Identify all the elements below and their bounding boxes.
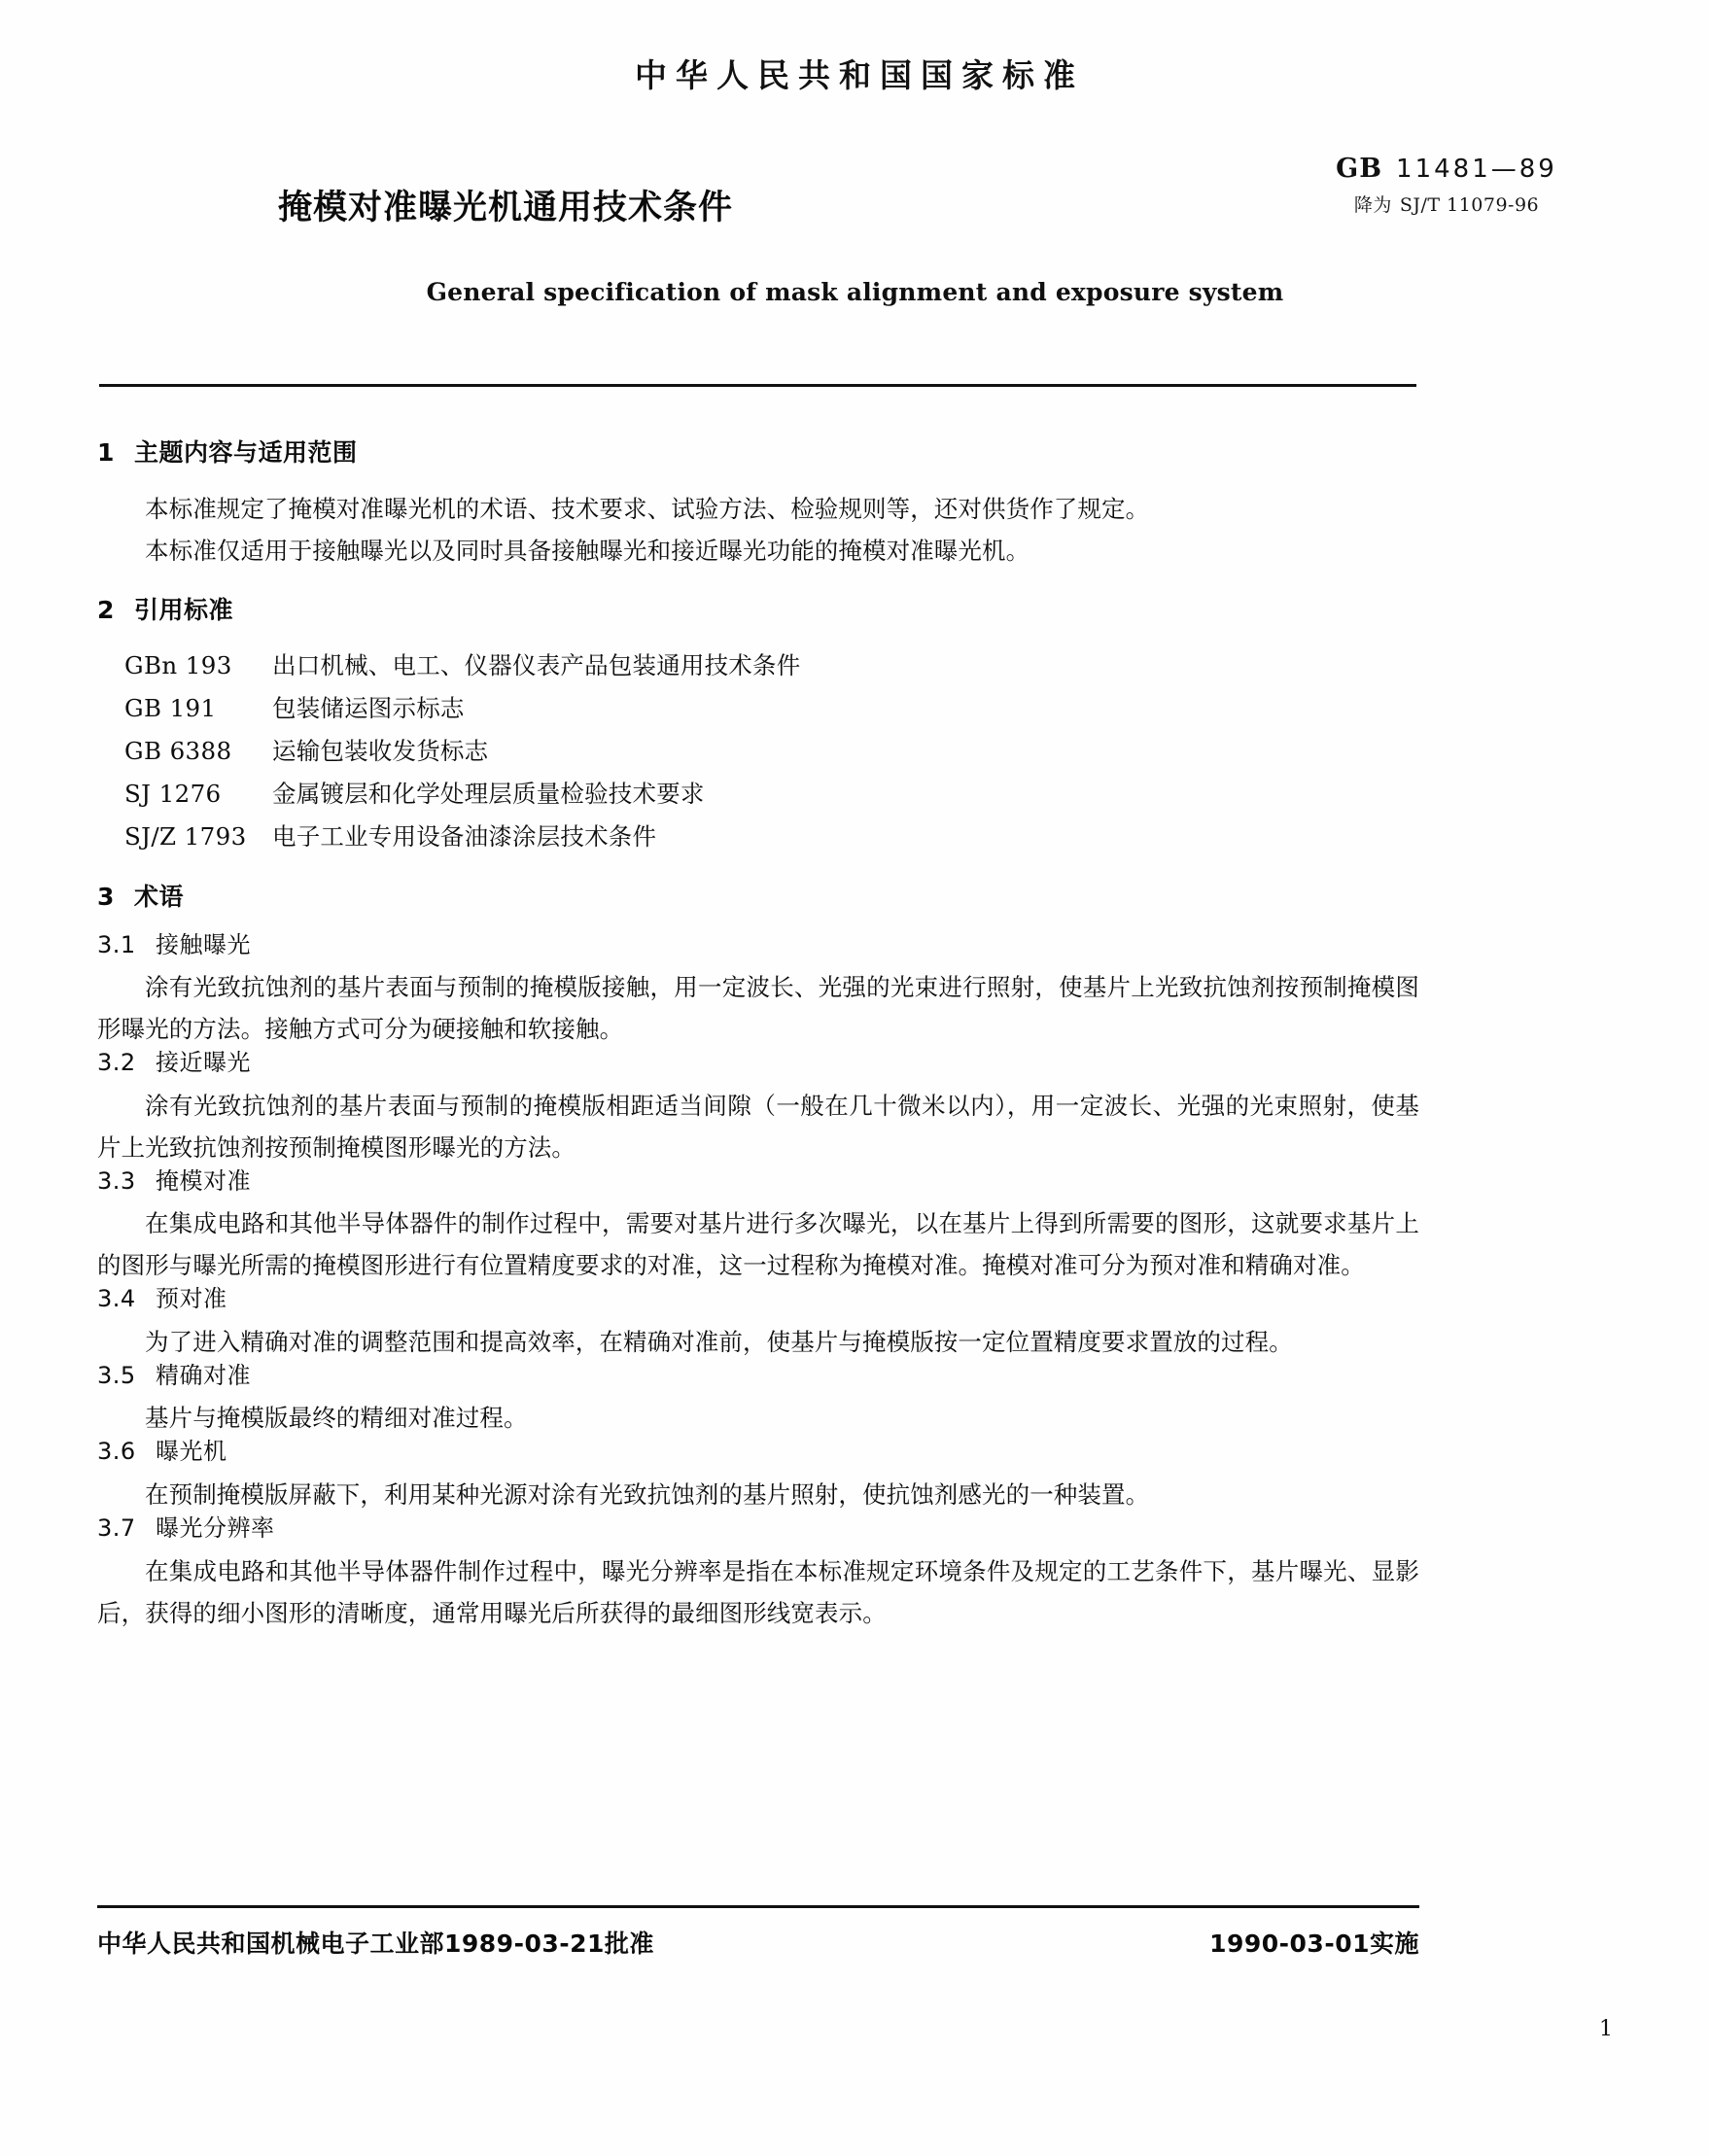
reference-code: SJ/Z 1793 bbox=[124, 822, 247, 851]
subsection-heading-3-4 bbox=[97, 1286, 1419, 1313]
subsection-body-3-3: 在集成电路和其他半导体器件的制作过程中，需要对基片进行多次曝光，以在基片上得到所需要的图形，这就要求基片上的图形与曝光所需的掩模图形进行有位置精度要求的对准，这一过程称为掩模对准。掩模对准可分为预对准和精确对准。 bbox=[97, 1209, 1419, 1280]
subsection-number-3-4: 3.4 bbox=[97, 1285, 136, 1313]
reference-code: SJ 1276 bbox=[124, 780, 222, 808]
superseded-note bbox=[1286, 191, 1607, 217]
list-item bbox=[124, 644, 1419, 687]
standard-number-prefix: GB bbox=[1336, 154, 1383, 184]
section-title-2: 引用标准 bbox=[134, 595, 234, 624]
section-1-paragraph-2: 本标准仅适用于接触曝光以及同时具备接触曝光和接近曝光功能的掩模对准曝光机。 bbox=[145, 536, 1030, 565]
reference-name: 包装储运图示标志 bbox=[272, 694, 465, 722]
spacer bbox=[97, 958, 1419, 966]
section-heading-1 bbox=[97, 439, 1419, 467]
reference-standards-list bbox=[97, 644, 1419, 858]
reference-code: GBn 193 bbox=[124, 651, 232, 679]
subsection-title-3-5: 精确对准 bbox=[156, 1361, 251, 1389]
subsection-heading-3-6 bbox=[97, 1439, 1419, 1466]
masthead bbox=[0, 51, 1710, 96]
reference-name: 运输包装收发货标志 bbox=[272, 737, 489, 765]
subsection-title-3-3: 掩模对准 bbox=[156, 1166, 251, 1195]
standard-number bbox=[1286, 154, 1607, 184]
section-title-1: 主题内容与适用范围 bbox=[134, 438, 358, 467]
subsection-number-3-7: 3.7 bbox=[97, 1514, 136, 1543]
subsection-number-3-2: 3.2 bbox=[97, 1049, 136, 1077]
spacer bbox=[97, 1466, 1419, 1474]
section-number-3: 3 bbox=[97, 883, 115, 911]
subsection-number-3-1: 3.1 bbox=[97, 930, 136, 958]
page-footer bbox=[97, 1923, 1419, 1962]
spacer bbox=[97, 858, 1419, 884]
spacer bbox=[97, 911, 1419, 932]
page-title: 掩模对准曝光机通用技术条件 bbox=[277, 189, 733, 227]
masthead-title: 中华人民共和国国家标准 bbox=[635, 56, 1084, 94]
subsection-heading-3-3 bbox=[97, 1168, 1419, 1196]
list-item bbox=[124, 816, 1419, 858]
section-heading-3 bbox=[97, 884, 1419, 911]
spacer bbox=[97, 1077, 1419, 1085]
subsection-body-3-2: 涂有光致抗蚀剂的基片表面与预制的掩模版相距适当间隙（一般在几十微米以内），用一定波长、光强的光束照射，使基片上光致抗蚀剂按预制掩模图形曝光的方法。 bbox=[97, 1091, 1419, 1162]
spacer bbox=[97, 1195, 1419, 1202]
subsection-title-3-4: 预对准 bbox=[156, 1285, 227, 1313]
subsection-body-3-7: 在集成电路和其他半导体器件制作过程中，曝光分辨率是指在本标准规定环境条件及规定的工艺条件下，基片曝光、显影后，获得的细小图形的清晰度，通常用曝光后所获得的最细图形线宽表示。 bbox=[97, 1556, 1419, 1627]
subsection-heading-3-5 bbox=[97, 1363, 1419, 1390]
subsection-body-3-4: 为了进入精确对准的调整范围和提高效率，在精确对准前，使基片与掩模版按一定位置精度要求置放的过程。 bbox=[145, 1327, 1293, 1356]
reference-name: 出口机械、电工、仪器仪表产品包装通用技术条件 bbox=[272, 651, 801, 679]
list-item bbox=[124, 687, 1419, 730]
subsection-title-3-2: 接近曝光 bbox=[156, 1049, 251, 1077]
footer-approval-text: 中华人民共和国机械电子工业部1989-03-21批准 bbox=[97, 1930, 654, 1958]
reference-code: GB 6388 bbox=[124, 737, 232, 765]
subsection-heading-3-1 bbox=[97, 932, 1419, 959]
superseded-note-value: SJ/T 11079-96 bbox=[1399, 194, 1540, 216]
page-number: 1 bbox=[1599, 2017, 1613, 2041]
subsection-title-3-6: 曝光机 bbox=[156, 1438, 227, 1466]
spacer bbox=[97, 1389, 1419, 1397]
section-1-paragraph-1: 本标准规定了掩模对准曝光机的术语、技术要求、试验方法、检验规则等，还对供货作了规定。 bbox=[145, 494, 1150, 523]
list-item bbox=[124, 730, 1419, 773]
page-subtitle-en: General specification of mask alignment and exposure system bbox=[426, 278, 1284, 306]
list-item bbox=[124, 773, 1419, 816]
footer-divider bbox=[97, 1905, 1419, 1908]
subsection-title-3-1: 接触曝光 bbox=[156, 930, 251, 958]
spacer bbox=[97, 1543, 1419, 1550]
reference-code: GB 191 bbox=[124, 694, 217, 722]
standard-number-block bbox=[1286, 154, 1607, 217]
subsection-number-3-3: 3.3 bbox=[97, 1166, 136, 1195]
document-body bbox=[97, 439, 1419, 1634]
subsection-body-3-6: 在预制掩模版屏蔽下，利用某种光源对涂有光致抗蚀剂的基片照射，使抗蚀剂感光的一种装置。 bbox=[145, 1480, 1150, 1510]
subsection-heading-3-2 bbox=[97, 1050, 1419, 1077]
spacer bbox=[97, 467, 1419, 488]
reference-name: 金属镀层和化学处理层质量检验技术要求 bbox=[272, 780, 705, 808]
subsection-body-3-1: 涂有光致抗蚀剂的基片表面与预制的掩模版接触，用一定波长、光强的光束进行照射，使基片上光致抗蚀剂按预制掩模图形曝光的方法。接触方式可分为硬接触和软接触。 bbox=[97, 973, 1419, 1044]
section-number-2: 2 bbox=[97, 595, 115, 624]
standard-number-value: 11481—89 bbox=[1396, 155, 1557, 184]
subsection-body-3-5: 基片与掩模版最终的精细对准过程。 bbox=[145, 1404, 528, 1433]
spacer bbox=[97, 572, 1419, 597]
section-title-3: 术语 bbox=[134, 883, 185, 911]
section-heading-2 bbox=[97, 597, 1419, 624]
spacer bbox=[97, 1313, 1419, 1321]
reference-name: 电子工业专用设备油漆涂层技术条件 bbox=[272, 822, 657, 851]
subsection-heading-3-7 bbox=[97, 1515, 1419, 1543]
header-divider bbox=[99, 384, 1416, 387]
subsection-title-3-7: 曝光分辨率 bbox=[156, 1514, 275, 1543]
subsection-number-3-5: 3.5 bbox=[97, 1361, 136, 1389]
subsection-number-3-6: 3.6 bbox=[97, 1438, 136, 1466]
superseded-note-label: 降为 bbox=[1353, 194, 1392, 216]
spacer bbox=[97, 623, 1419, 644]
section-number-1: 1 bbox=[97, 438, 115, 467]
footer-effective-date: 1990-03-01实施 bbox=[1209, 1930, 1419, 1958]
